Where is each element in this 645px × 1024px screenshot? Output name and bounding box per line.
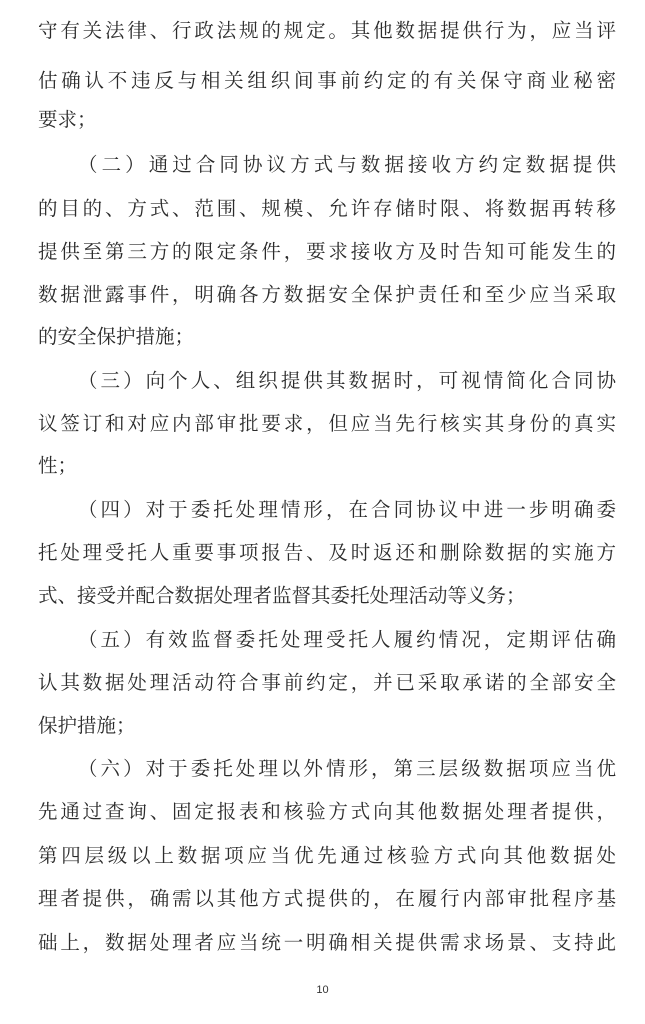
text-line: 守有关法律、行政法规的规定。其他数据提供行为，应当评 [38,19,616,42]
text-line: （五）有效监督委托处理受托人履约情况，定期评估确 [78,628,616,651]
text-line: 先通过查询、固定报表和核验方式向其他数据处理者提供， [38,800,616,823]
page-number: 10 [316,984,329,996]
text-line: 议签订和对应内部审批要求，但应当先行核实其身份的真实 [38,412,616,435]
text-line: 托处理受托人重要事项报告、及时返还和删除数据的实施方 [38,541,616,564]
text-line: 认其数据处理活动符合事前约定，并已采取承诺的全部安全 [38,671,616,694]
text-line: （三）向个人、组织提供其数据时，可视情简化合同协 [78,369,616,392]
text-line: 式、接受并配合数据处理者监督其委托处理活动等义务； [38,584,526,607]
text-line: 的安全保护措施； [38,325,195,348]
text-line: （四）对于委托处理情形，在合同协议中进一步明确委 [78,498,616,521]
text-line: （六）对于委托处理以外情形，第三层级数据项应当优 [78,757,616,780]
text-line: 础上，数据处理者应当统一明确相关提供需求场景、支持此 [38,931,616,954]
text-line: 估确认不违反与相关组织间事前约定的有关保守商业秘密 [38,69,616,92]
text-line: 要求； [38,108,97,131]
text-line: 性； [38,454,78,477]
text-line: （二）通过合同协议方式与数据接收方约定数据提供 [78,153,616,176]
text-line: 保护措施； [38,714,136,737]
text-line: 提供至第三方的限定条件，要求接收方及时告知可能发生的 [38,240,616,263]
text-line: 的目的、方式、范围、规模、允许存储时限、将数据再转移 [38,197,616,220]
text-line: 理者提供，确需以其他方式提供的，在履行内部审批程序基 [38,887,616,910]
text-line: 数据泄露事件，明确各方数据安全保护责任和至少应当采取 [38,283,616,306]
text-line: 第四层级以上数据项应当优先通过核验方式向其他数据处 [38,844,616,867]
